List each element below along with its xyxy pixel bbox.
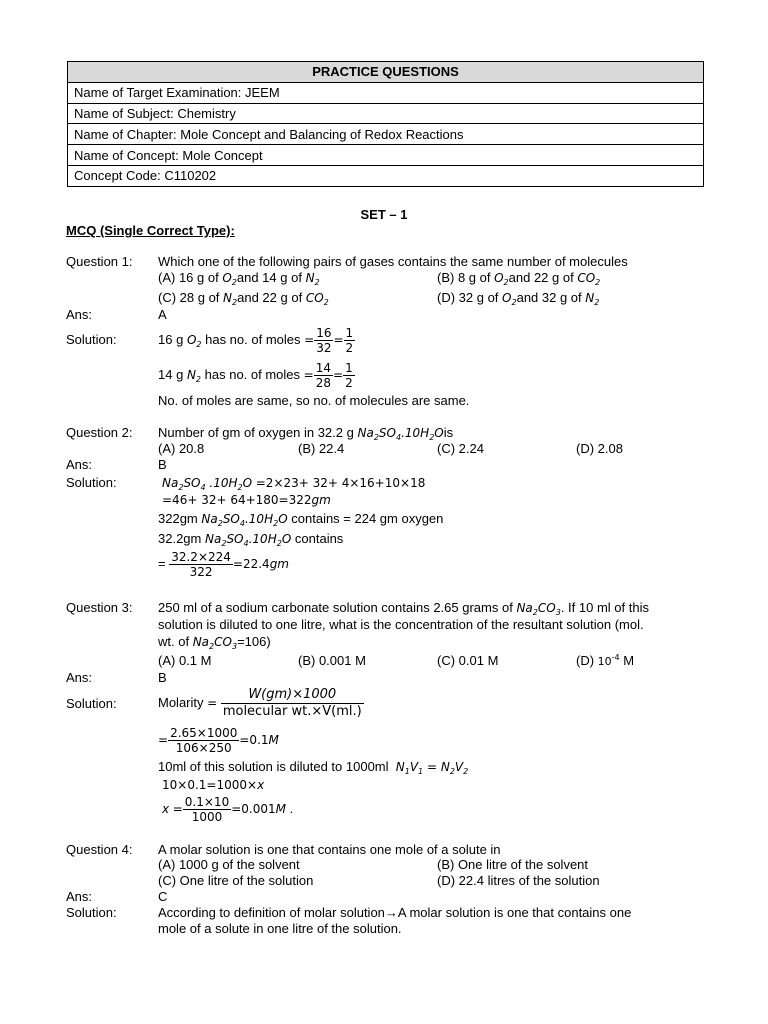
q1-answer: A (158, 307, 167, 322)
table-title: PRACTICE QUESTIONS (68, 62, 704, 83)
q2-solution-line-4: 32.2gm $Na_2SO_4.10H_2O$ contains (158, 531, 344, 548)
q2-solution-line-1: $Na_2SO_4$ $.10H_2O =2\times 23+ 32+ 4\times 16+10\times 18$ (162, 476, 426, 492)
q4-option-a: (A) 1000 g of the solvent (158, 857, 300, 872)
q4-option-b: (B) One litre of the solvent (437, 857, 589, 872)
q1-solution-line-1: 16 g $O_2$ has no. of moles = $\frac{16}{32}$ = $\frac{1}{2}$ (158, 326, 354, 356)
q3-dilution-text: 10ml of this solution is diluted to 1000ml $N_1V_1 = N_2V_2$ (158, 759, 469, 776)
question-1-label: Question 1: (66, 254, 133, 269)
q3-equation-line: 10×0.1=1000×x (162, 778, 265, 792)
q1-option-b: (B) 8 g of $O_2and$ 22 g of $CO_2$ (437, 270, 601, 287)
q4-answer: C (158, 889, 168, 904)
q1-solution-line-2: 14 g $N_2$ has no. of moles = $\frac{14}{28}$ = $\frac{1}{2}$ (158, 361, 353, 391)
question-3-line-3: wt. of $Na_2CO_3=106$) (158, 634, 271, 651)
q3-x-calc: x = $\frac{0.1\times 10}{1000}$ =0.001M . (162, 795, 294, 825)
q2-solution-line-3: 322gm $Na_2SO_4.10H_2O$ contains = 224 gm oxygen (158, 511, 444, 528)
q3-answer: B (158, 670, 167, 685)
q1-solution-line-3: No. of moles are same, so no. of molecules are same. (158, 393, 470, 408)
q3-molarity-calc: = $\frac{2.65\times 1000}{106\times 250}$ =0.1M (158, 726, 279, 756)
q1-option-a: (A) 16 g of $O_2and$ 14 g of $N_2$ (158, 270, 320, 287)
concept-row: Name of Concept: Mole Concept (68, 145, 704, 166)
q2-solution-label: Solution: (66, 475, 117, 490)
q2-solution-line-5: = $\frac{32.2\times 224}{322}$ =22.4gm (158, 550, 289, 580)
q2-solution-line-2: =46+ 32+ 64+180=322gm (162, 493, 331, 507)
section-title: MCQ (Single Correct Type): (66, 223, 235, 238)
q3-option-d: (D) $10^{-4}$ M (576, 653, 635, 668)
chapter-row: Name of Chapter: Mole Concept and Balancing of Redox Reactions (68, 124, 704, 145)
q3-option-c: (C) 0.01 M (437, 653, 499, 668)
q3-solution-label: Solution: (66, 696, 117, 711)
target-exam-row: Name of Target Examination: JEEM (68, 82, 704, 103)
q2-option-c: (C) 2.24 (437, 441, 484, 456)
q1-ans-label: Ans: (66, 307, 93, 322)
question-2-label: Question 2: (66, 425, 133, 440)
q1-option-d: (D) 32 g of $O_2and$ 32 g of $N_2$ (437, 290, 600, 307)
q4-solution-label: Solution: (66, 905, 117, 920)
concept-code-row: Concept Code: C110202 (68, 165, 704, 186)
question-1-text: Which one of the following pairs of gases contains the same number of molecules (158, 254, 628, 269)
q4-solution-line-2: mole of a solute in one litre of the solution. (158, 921, 402, 936)
q2-option-d: (D) 2.08 (576, 441, 623, 456)
q4-option-c: (C) One litre of the solution (158, 873, 314, 888)
concept-info-table (67, 61, 704, 187)
q3-option-a: (A) 0.1 M (158, 653, 212, 668)
q2-option-a: (A) 20.8 (158, 441, 205, 456)
set-title: SET – 1 (360, 207, 408, 222)
question-4-label: Question 4: (66, 842, 133, 857)
question-2-text: Number of gm of oxygen in 32.2 g $Na_2SO_4.10H_2Ois$ (158, 425, 454, 442)
q1-option-c: (C) 28 g of $N_2and$ 22 g of $CO_2$ (158, 290, 329, 307)
q4-option-d: (D) 22.4 litres of the solution (437, 873, 600, 888)
question-3-line-2: solution is diluted to one litre, what is the concentration of the resultant solution (mol. (158, 617, 644, 632)
question-3-line-1: 250 ml of a sodium carbonate solution contains 2.65 grams of $Na_2CO_3$. If 10 ml of this (158, 600, 649, 617)
q2-option-b: (B) 22.4 (298, 441, 345, 456)
q4-solution-line-1: According to definition of molar solution→A molar solution is one that contains one (158, 905, 632, 920)
q3-option-b: (B) 0.001 M (298, 653, 366, 668)
question-3-label: Question 3: (66, 600, 133, 615)
q2-answer: B (158, 457, 167, 472)
q4-ans-label: Ans: (66, 889, 93, 904)
q1-solution-label: Solution: (66, 332, 117, 347)
question-4-text: A molar solution is one that contains one mole of a solute in (158, 842, 501, 857)
subject-row: Name of Subject: Chemistry (68, 103, 704, 124)
q3-molarity-formula: Molarity = $\frac{W(gm)\times 1000}{\text{molecular wt.×V(ml.)}}$ (158, 687, 362, 720)
q2-ans-label: Ans: (66, 457, 93, 472)
q3-ans-label: Ans: (66, 670, 93, 685)
